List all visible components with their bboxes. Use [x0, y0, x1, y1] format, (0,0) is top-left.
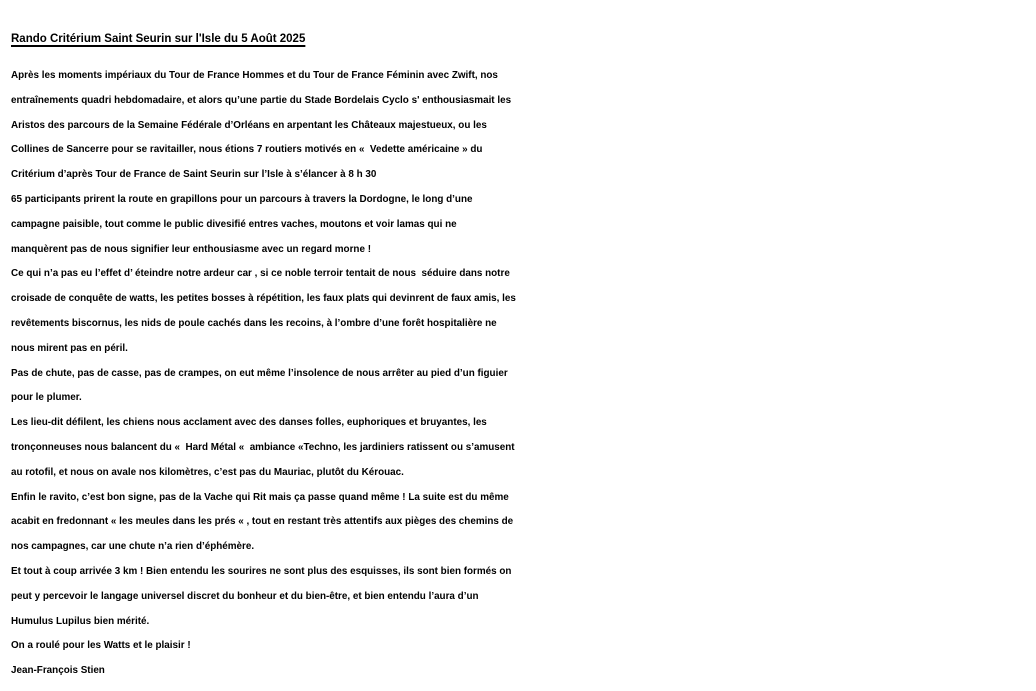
body-line: campagne paisible, tout comme le public divesifié entres vaches, moutons et voir lamas qui ne [11, 218, 457, 230]
body-line: On a roulé pour les Watts et le plaisir ! [11, 640, 191, 652]
document [11, 24, 1031, 684]
body-line: au rotofil, et nous on avale nos kilomètres, c’est pas du Mauriac, plutôt du Kérouac. [11, 466, 404, 478]
body-line: Critérium d’après Tour de France de Saint Seurin sur l’Isle à s’élancer à 8 h 30 [11, 169, 377, 181]
body-line: nos campagnes, car une chute n’a rien d’éphémère. [11, 541, 255, 553]
body-line: pour le plumer. [11, 392, 82, 404]
body-line: Aristos des parcours de la Semaine Fédérale d’Orléans en arpentant les Châteaux majestueux, ou les [11, 119, 487, 131]
body-line: Pas de chute, pas de casse, pas de crampes, on eut même l’insolence de nous arrêter au pied d’un figuier [11, 367, 508, 379]
body-line: Et tout à coup arrivée 3 km ! Bien entendu les sourires ne sont plus des esquisses, ils sont bien formés on [11, 565, 512, 577]
document-body [11, 64, 1031, 684]
author-signature: Jean-François Stien [11, 665, 105, 677]
body-line: Les lieu-dit défilent, les chiens nous acclament avec des danses folles, euphoriques et bruyantes, les [11, 417, 487, 429]
body-line: Ce qui n’a pas eu l’effet d’ éteindre notre ardeur car , si ce noble terroir tentait de nous séduire dans notre [11, 268, 510, 280]
body-line: acabit en fredonnant « les meules dans les prés « , tout en restant très attentifs aux pièges des chemins de [11, 516, 514, 528]
body-line: entraînements quadri hebdomadaire, et alors qu’une partie du Stade Bordelais Cyclo s' enthousiasmait les [11, 94, 512, 106]
body-line: manquèrent pas de nous signifier leur enthousiasme avec un regard morne ! [11, 243, 371, 255]
document-title: Rando Critérium Saint Seurin sur l'Isle du 5 Août 2025 [11, 33, 306, 45]
body-line: peut y percevoir le langage universel discret du bonheur et du bien-être, et bien entendu l’aura d’un [11, 590, 479, 602]
body-line: Humulus Lupilus bien mérité. [11, 615, 150, 627]
body-line: nous mirent pas en péril. [11, 342, 128, 354]
body-line: croisade de conquête de watts, les petites bosses à répétition, les faux plats qui devinrent de faux amis, les [11, 293, 516, 305]
body-line: tronçonneuses nous balancent du « Hard Métal « ambiance «Techno, les jardiniers ratissent ou s’amusent [11, 441, 515, 453]
body-line: Après les moments impériaux du Tour de France Hommes et du Tour de France Féminin avec Zwift, nos [11, 70, 498, 81]
body-line: Collines de Sancerre pour se ravitailler, nous étions 7 routiers motivés en « Vedette américaine » du [11, 144, 483, 156]
body-line: Enfin le ravito, c’est bon signe, pas de la Vache qui Rit mais ça passe quand même ! La suite est du même [11, 491, 509, 503]
body-line: revêtements biscornus, les nids de poule cachés dans les recoins, à l’ombre d’une forêt hospitalière ne [11, 317, 497, 329]
body-line: 65 participants prirent la route en grapillons pour un parcours à travers la Dordogne, le long d’une [11, 193, 473, 205]
